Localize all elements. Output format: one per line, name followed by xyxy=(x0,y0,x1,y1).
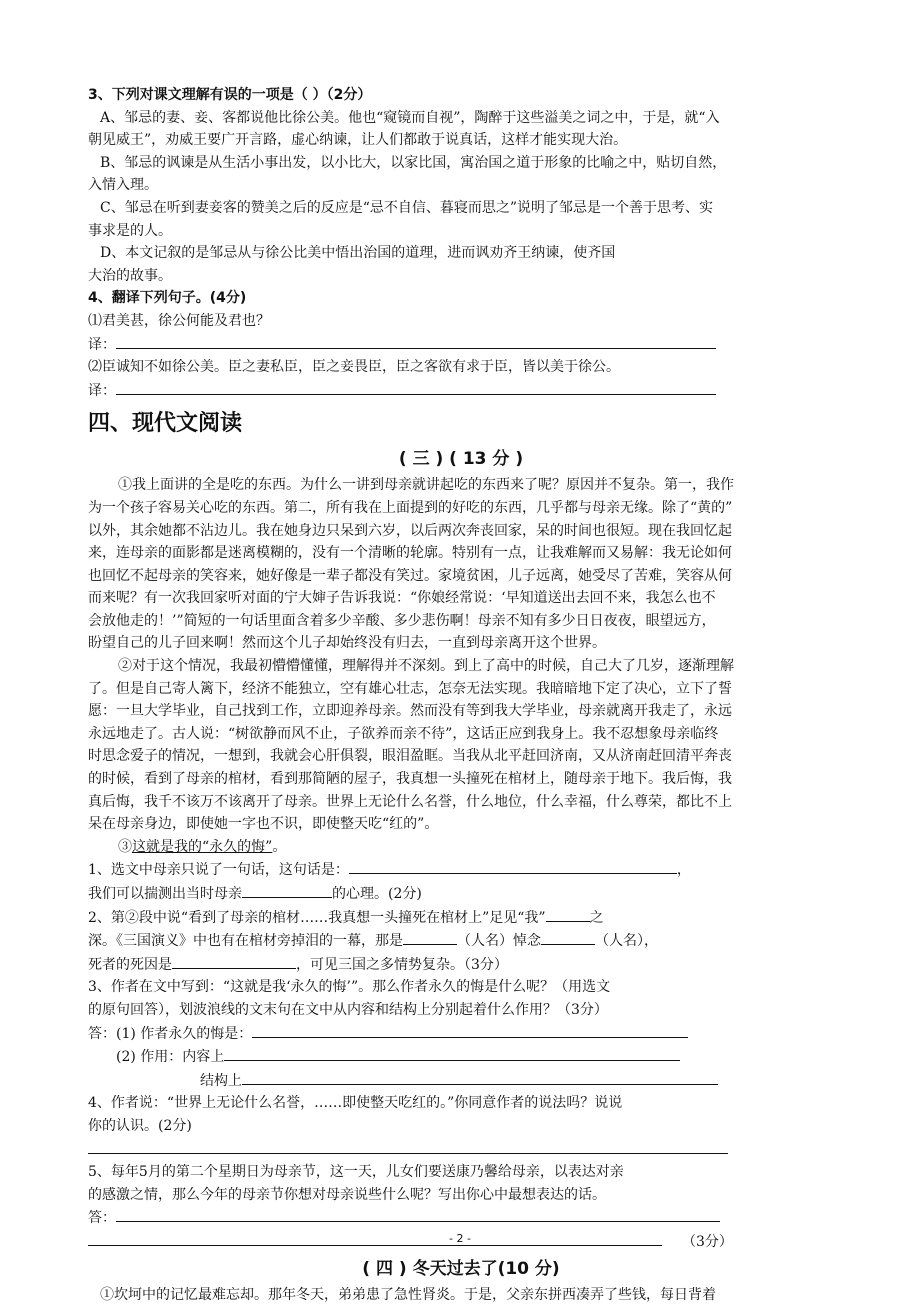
paragraph-line: 愿：一旦大学毕业，自己找到工作，立即迎养母亲。然而没有等到我大学毕业，母亲就离开我走了，永远 xyxy=(88,700,834,723)
part3-q3-line3 xyxy=(88,1022,834,1046)
answer-blank[interactable] xyxy=(252,1022,688,1038)
answer-blank[interactable] xyxy=(116,333,716,349)
answer-blank[interactable] xyxy=(116,379,716,395)
part3-q5-line3 xyxy=(88,1206,834,1230)
page-number: - 2 - xyxy=(0,1232,920,1245)
part3-q3-line5 xyxy=(88,1069,834,1093)
score-label: （3分） xyxy=(662,1234,733,1250)
paragraph-line: 真后悔，我千不该万不该离开了母亲。世界上无论什么名誉，什么地位，什么幸福，什么尊荣，都比不上 xyxy=(88,791,834,814)
part3-paragraph-3 xyxy=(88,836,834,859)
q4-title: 4、翻译下列句子。(4分) xyxy=(88,287,834,310)
q4-answer-line-1[interactable] xyxy=(88,333,834,357)
question-text: 答：(1) 作者永久的悔是： xyxy=(88,1026,252,1042)
wavy-underlined-sentence: 这就是我的“永久的悔” xyxy=(132,839,272,855)
part4-heading: ( 四 ) 冬天过去了(10 分) xyxy=(88,1254,834,1284)
part3-q4-line2: 你的认识。(2分) xyxy=(88,1115,834,1138)
paragraph-line: 也回忆不起母亲的笑容来，她好像是一辈子都没有笑过。家境贫困，儿子远离，她受尽了苦难，笑容从何 xyxy=(88,565,834,588)
question-text: （人名）悼念 xyxy=(457,933,541,949)
q4-answer-label-2: 译： xyxy=(88,383,116,399)
paragraph-line: 以外，其余她都不沾边儿。我在她身边只呆到六岁，以后两次奔丧回家，呆的时间也很短。现在我回忆起 xyxy=(88,520,834,543)
q3-title: 3、下列对课文理解有误的一项是（ ）（2分） xyxy=(88,84,834,107)
paragraph-line: 为一个孩子容易关心吃的东西。第二，所有我在上面提到的好吃的东西，几乎都与母亲无缘。除了“黄的” xyxy=(88,497,834,520)
q3-option-b-line2: 入情入理。 xyxy=(88,174,834,197)
question-text: （人名）， xyxy=(595,933,658,949)
question-text: (2) 作用：内容上 xyxy=(116,1049,224,1065)
question-text: ， xyxy=(677,862,691,878)
paragraph-line: 呆在母亲身边，即使她一字也不识，即使整天吃“红的”。 xyxy=(88,813,834,836)
part3-q3-line4 xyxy=(88,1045,834,1069)
q3-option-b-line1: B、邹忌的讽谏是从生活小事出发，以小比大，以家比国，寓治国之道于形象的比喻之中，贴切自然， xyxy=(88,152,834,175)
q4-answer-label-1: 译： xyxy=(88,337,116,353)
question-text: 深。《三国演义》中也有在棺材旁掉泪的一幕，那是 xyxy=(88,933,403,949)
q3-option-c-line1: C、邹忌在听到妻妾客的赞美之后的反应是“忌不自信、暮寝而思之”说明了邹忌是一个善于思考、实 xyxy=(88,197,834,220)
question-text: 答： xyxy=(88,1210,116,1226)
paragraph-line: 盼望自己的儿子回来啊！然而这个儿子却始终没有归去，一直到母亲离开这个世界。 xyxy=(88,632,834,655)
part3-q1-line1 xyxy=(88,858,834,882)
question-text: 的心理。(2分) xyxy=(332,886,422,902)
paragraph-line: 永远地走了。古人说：“树欲静而风不止，子欲养而亲不待”，这话正应到我身上。我不忍想象母亲临终 xyxy=(88,723,834,746)
part3-heading: ( 三 ) ( 13 分 ) xyxy=(88,444,834,474)
answer-blank[interactable] xyxy=(224,1045,680,1061)
part3-q1-line2 xyxy=(88,882,834,906)
part3-q2-line3 xyxy=(88,953,834,977)
part3-q5-line2: 的感激之情，那么今年的母亲节你想对母亲说些什么呢？写出你心中最想表达的话。 xyxy=(88,1184,834,1207)
answer-blank[interactable] xyxy=(541,929,595,945)
answer-blank[interactable] xyxy=(349,858,677,874)
q4-sentence-1: ⑴君美甚，徐公何能及君也？ xyxy=(88,310,834,333)
part4-paragraph-1: ①坎坷中的记忆最难忘却。那年冬天，弟弟患了急性肾炎。于是，父亲东拼西凑弄了些钱，每日背着 xyxy=(88,1284,834,1306)
part3-q2-line1 xyxy=(88,906,834,930)
paragraph-line: 了。但是自己寄人篱下，经济不能独立，空有雄心壮志，怎奈无法实现。我暗暗地下定了决心，立下了誓 xyxy=(88,678,834,701)
q3-option-c-line2: 事求是的人。 xyxy=(88,220,834,243)
question-text: ，可见三国之多情势复杂。（3分） xyxy=(296,957,508,973)
section-heading: 四、现代文阅读 xyxy=(88,404,834,444)
paragraph-number: ③ xyxy=(118,839,132,855)
answer-blank[interactable] xyxy=(242,1069,718,1085)
part3-paragraph-2 xyxy=(88,655,834,836)
paragraph-line: 时思念爱子的情况，一想到，我就会心肝俱裂，眼泪盈眶。当我从北平赶回济南，又从济南赶回清平奔丧 xyxy=(88,745,834,768)
paragraph-line: 的时候，看到了母亲的棺材，看到那简陋的屋子，我真想一头撞死在棺材上，随母亲于地下。我后悔，我 xyxy=(88,768,834,791)
part3-q2-line2 xyxy=(88,929,834,953)
question-text: 之 xyxy=(590,910,604,926)
answer-blank[interactable] xyxy=(116,1206,720,1222)
q3-option-a-line1: A、邹忌的妻、妾、客都说他比徐公美。他也“窥镜而自视”，陶醉于这些溢美之词之中，于是，就“入 xyxy=(88,107,834,130)
part3-q4-line1: 4、作者说：“世界上无论什么名誉，……即使整天吃红的。”你同意作者的说法吗？说说 xyxy=(88,1092,834,1115)
answer-blank[interactable] xyxy=(546,906,590,922)
question-text: 1、选文中母亲只说了一句话，这句话是： xyxy=(88,862,349,878)
part3-q4-answer-line xyxy=(88,1138,834,1162)
part3-q3-line2: 的原句回答），划波浪线的文末句在文中从内容和结构上分别起着什么作用？（3分） xyxy=(88,999,834,1022)
q3-option-a-line2: 朝见威王”，劝威王要广开言路，虚心纳谏，让人们都敢于说真话，这样才能实现大治。 xyxy=(88,129,834,152)
part3-q5-line1: 5、每年5月的第二个星期日为母亲节，这一天，儿女们要送康乃馨给母亲，以表达对亲 xyxy=(88,1161,834,1184)
answer-blank[interactable] xyxy=(172,953,296,969)
answer-blank[interactable] xyxy=(242,882,332,898)
q3-option-d-line1: D、本文记叙的是邹忌从与徐公比美中悟出治国的道理，进而讽劝齐王纳谏，使齐国 xyxy=(88,242,834,265)
part3-paragraph-1 xyxy=(88,474,834,655)
paragraph-line: 而来呢？有一次我回家听对面的宁大婶子告诉我说：“你娘经常说：‘早知道送出去回不来，我怎么也不 xyxy=(88,587,834,610)
question-text: 死者的死因是 xyxy=(88,957,172,973)
q4-sentence-2: ⑵臣诚知不如徐公美。臣之妻私臣，臣之妾畏臣，臣之客欲有求于臣，皆以美于徐公。 xyxy=(88,356,834,379)
q4-answer-line-2[interactable] xyxy=(88,379,834,403)
answer-blank[interactable] xyxy=(403,929,457,945)
paragraph-line: ①我上面讲的全是吃的东西。为什么一讲到母亲就讲起吃的东西来了呢？原因并不复杂。第一，我作 xyxy=(88,474,834,497)
paragraph-line: 会放他走的！’”简短的一句话里面含着多少辛酸、多少悲伤啊！母亲不知有多少日日夜夜，眼望远方， xyxy=(88,610,834,633)
document-page xyxy=(88,84,834,1306)
answer-blank[interactable] xyxy=(88,1138,728,1154)
part3-q3-line1: 3、作者在文中写到：“这就是我‘永久的悔’”。那么作者永久的悔是什么呢？（用选文 xyxy=(88,976,834,999)
paragraph-line: 来，连母亲的面影都是迷离模糊的，没有一个清晰的轮廓。特别有一点，让我难解而又易解：我无论如何 xyxy=(88,542,834,565)
question-text: 我们可以揣测出当时母亲 xyxy=(88,886,242,902)
q3-option-d-line2: 大治的故事。 xyxy=(88,265,834,288)
question-text: 2、第②段中说“看到了母亲的棺材……我真想一头撞死在棺材上”足见“我” xyxy=(88,910,546,926)
question-text: 结构上 xyxy=(200,1073,242,1089)
paragraph-end: 。 xyxy=(272,839,286,855)
paragraph-line: ②对于这个情况，我最初懵懵懂懂，理解得并不深刻。到上了高中的时候，自己大了几岁，逐渐理解 xyxy=(88,655,834,678)
